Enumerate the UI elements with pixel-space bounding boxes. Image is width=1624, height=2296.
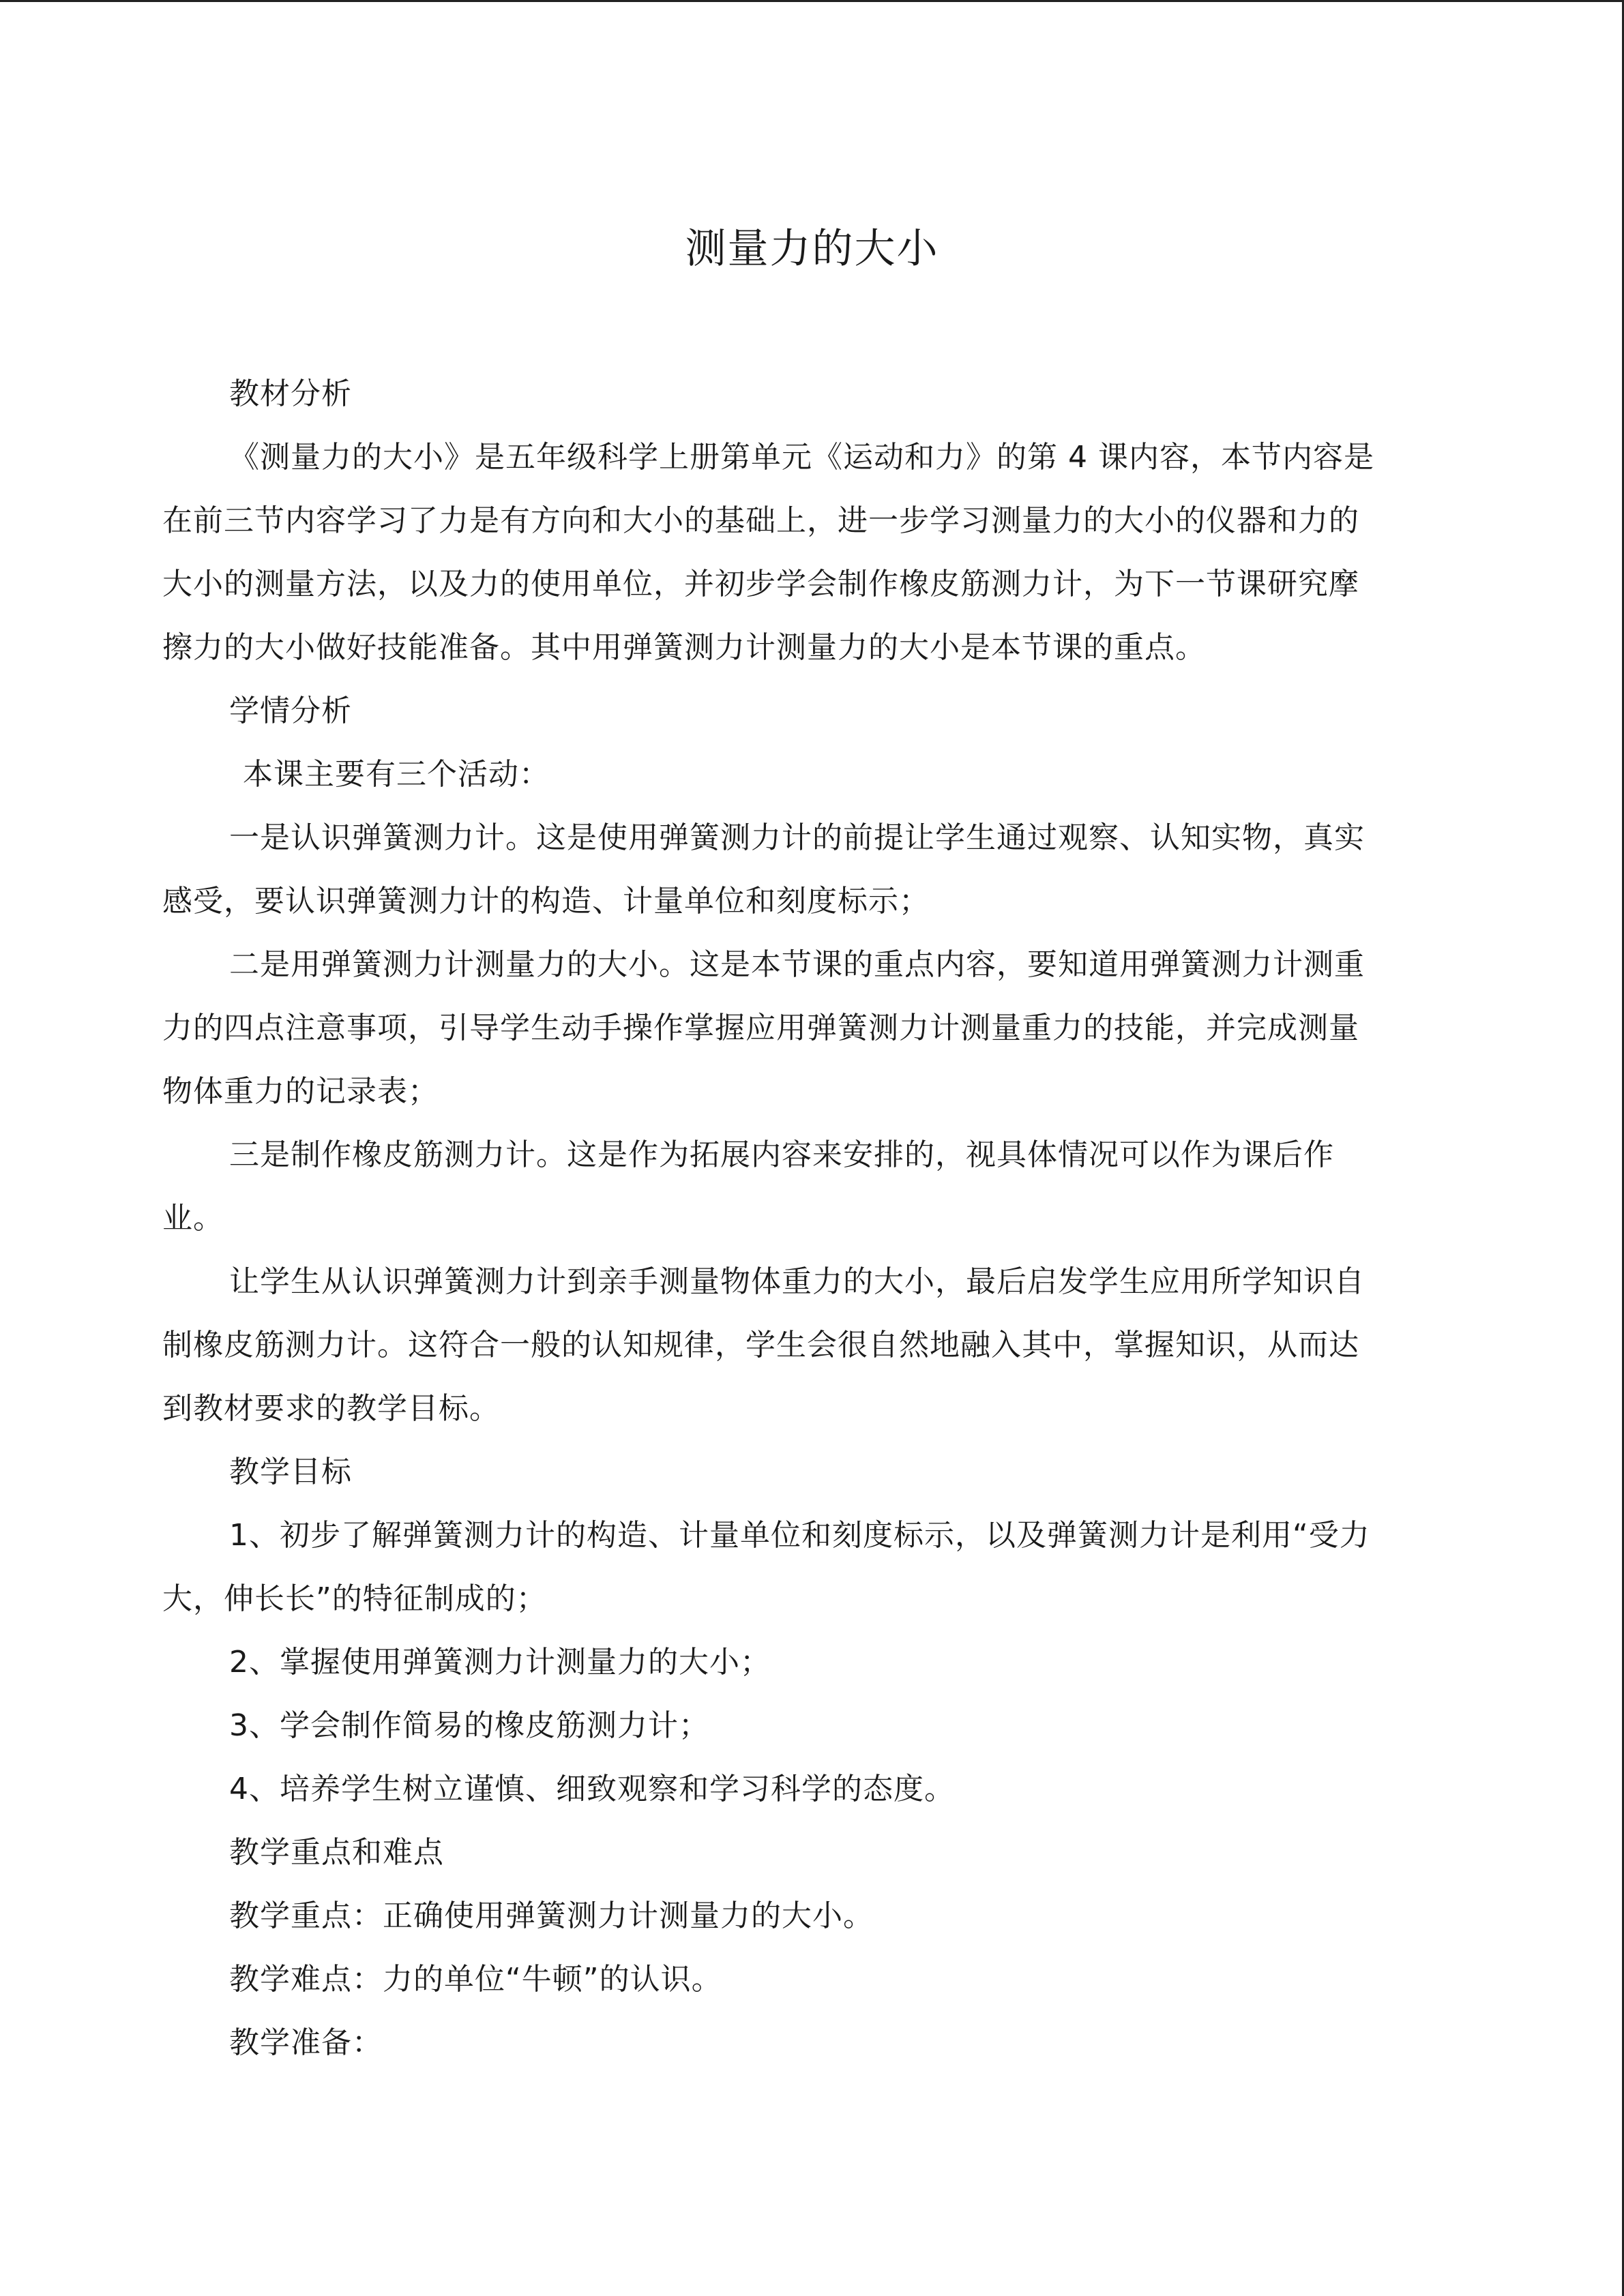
document-body — [162, 362, 1458, 2074]
paragraph-line: 物体重力的记录表； — [162, 1074, 439, 1109]
paragraph-line: 到教材要求的教学目标。 — [162, 1391, 500, 1426]
paragraph-line: 三是制作橡皮筋测力计。这是作为拓展内容来安排的，视具体情况可以作为课后作 — [229, 1137, 1334, 1172]
paragraph-line: 大，伸长长”的特征制成的； — [162, 1581, 547, 1616]
goal-item-1: 1、初步了解弹簧测力计的构造、计量单位和刻度标示，以及弹簧测力计是利用“受力 — [229, 1518, 1370, 1553]
section-heading-key-points: 教学重点和难点 — [229, 1835, 444, 1870]
paragraph-line: 感受，要认识弹簧测力计的构造、计量单位和刻度标示； — [162, 884, 930, 919]
section-heading-student-analysis: 学情分析 — [229, 694, 352, 728]
paragraph-line: 一是认识弹簧测力计。这是使用弹簧测力计的前提让学生通过观察、认知实物，真实 — [229, 820, 1365, 855]
goal-item-3: 3、学会制作简易的橡皮筋测力计； — [229, 1708, 709, 1743]
paragraph-line: 本课主要有三个活动： — [243, 757, 550, 792]
difficult-point-line: 教学难点：力的单位“牛顿”的认识。 — [229, 1962, 722, 1997]
section-heading-textbook-analysis: 教材分析 — [229, 376, 352, 411]
paragraph-line: 让学生从认识弹簧测力计到亲手测量物体重力的大小，最后启发学生应用所学知识自 — [229, 1264, 1365, 1299]
paragraph-line: 制橡皮筋测力计。这符合一般的认知规律，学生会很自然地融入其中，掌握知识，从而达 — [162, 1328, 1359, 1362]
paragraph-line: 业。 — [162, 1201, 224, 1236]
paragraph-line: 大小的测量方法，以及力的使用单位，并初步学会制作橡皮筋测力计，为下一节课研究摩 — [162, 567, 1359, 601]
paragraph-line: 力的四点注意事项，引导学生动手操作掌握应用弹簧测力计测量重力的技能，并完成测量 — [162, 1011, 1359, 1045]
goal-item-2: 2、掌握使用弹簧测力计测量力的大小； — [229, 1645, 771, 1680]
section-heading-preparation: 教学准备： — [229, 2025, 383, 2060]
paragraph-line: 擦力的大小做好技能准备。其中用弹簧测力计测量力的大小是本节课的重点。 — [162, 630, 1206, 665]
paragraph-line: 《测量力的大小》是五年级科学上册第单元《运动和力》的第 4 课内容，本节内容是 — [229, 440, 1374, 475]
paragraph-line: 在前三节内容学习了力是有方向和大小的基础上，进一步学习测量力的大小的仪器和力的 — [162, 503, 1359, 538]
document-title: 测量力的大小 — [685, 225, 939, 273]
goal-item-4: 4、培养学生树立谨慎、细致观察和学习科学的态度。 — [229, 1772, 955, 1806]
paragraph-line: 二是用弹簧测力计测量力的大小。这是本节课的重点内容，要知道用弹簧测力计测重 — [229, 947, 1365, 982]
key-point-line: 教学重点：正确使用弹簧测力计测量力的大小。 — [229, 1898, 874, 1933]
section-heading-teaching-goals: 教学目标 — [229, 1455, 352, 1489]
